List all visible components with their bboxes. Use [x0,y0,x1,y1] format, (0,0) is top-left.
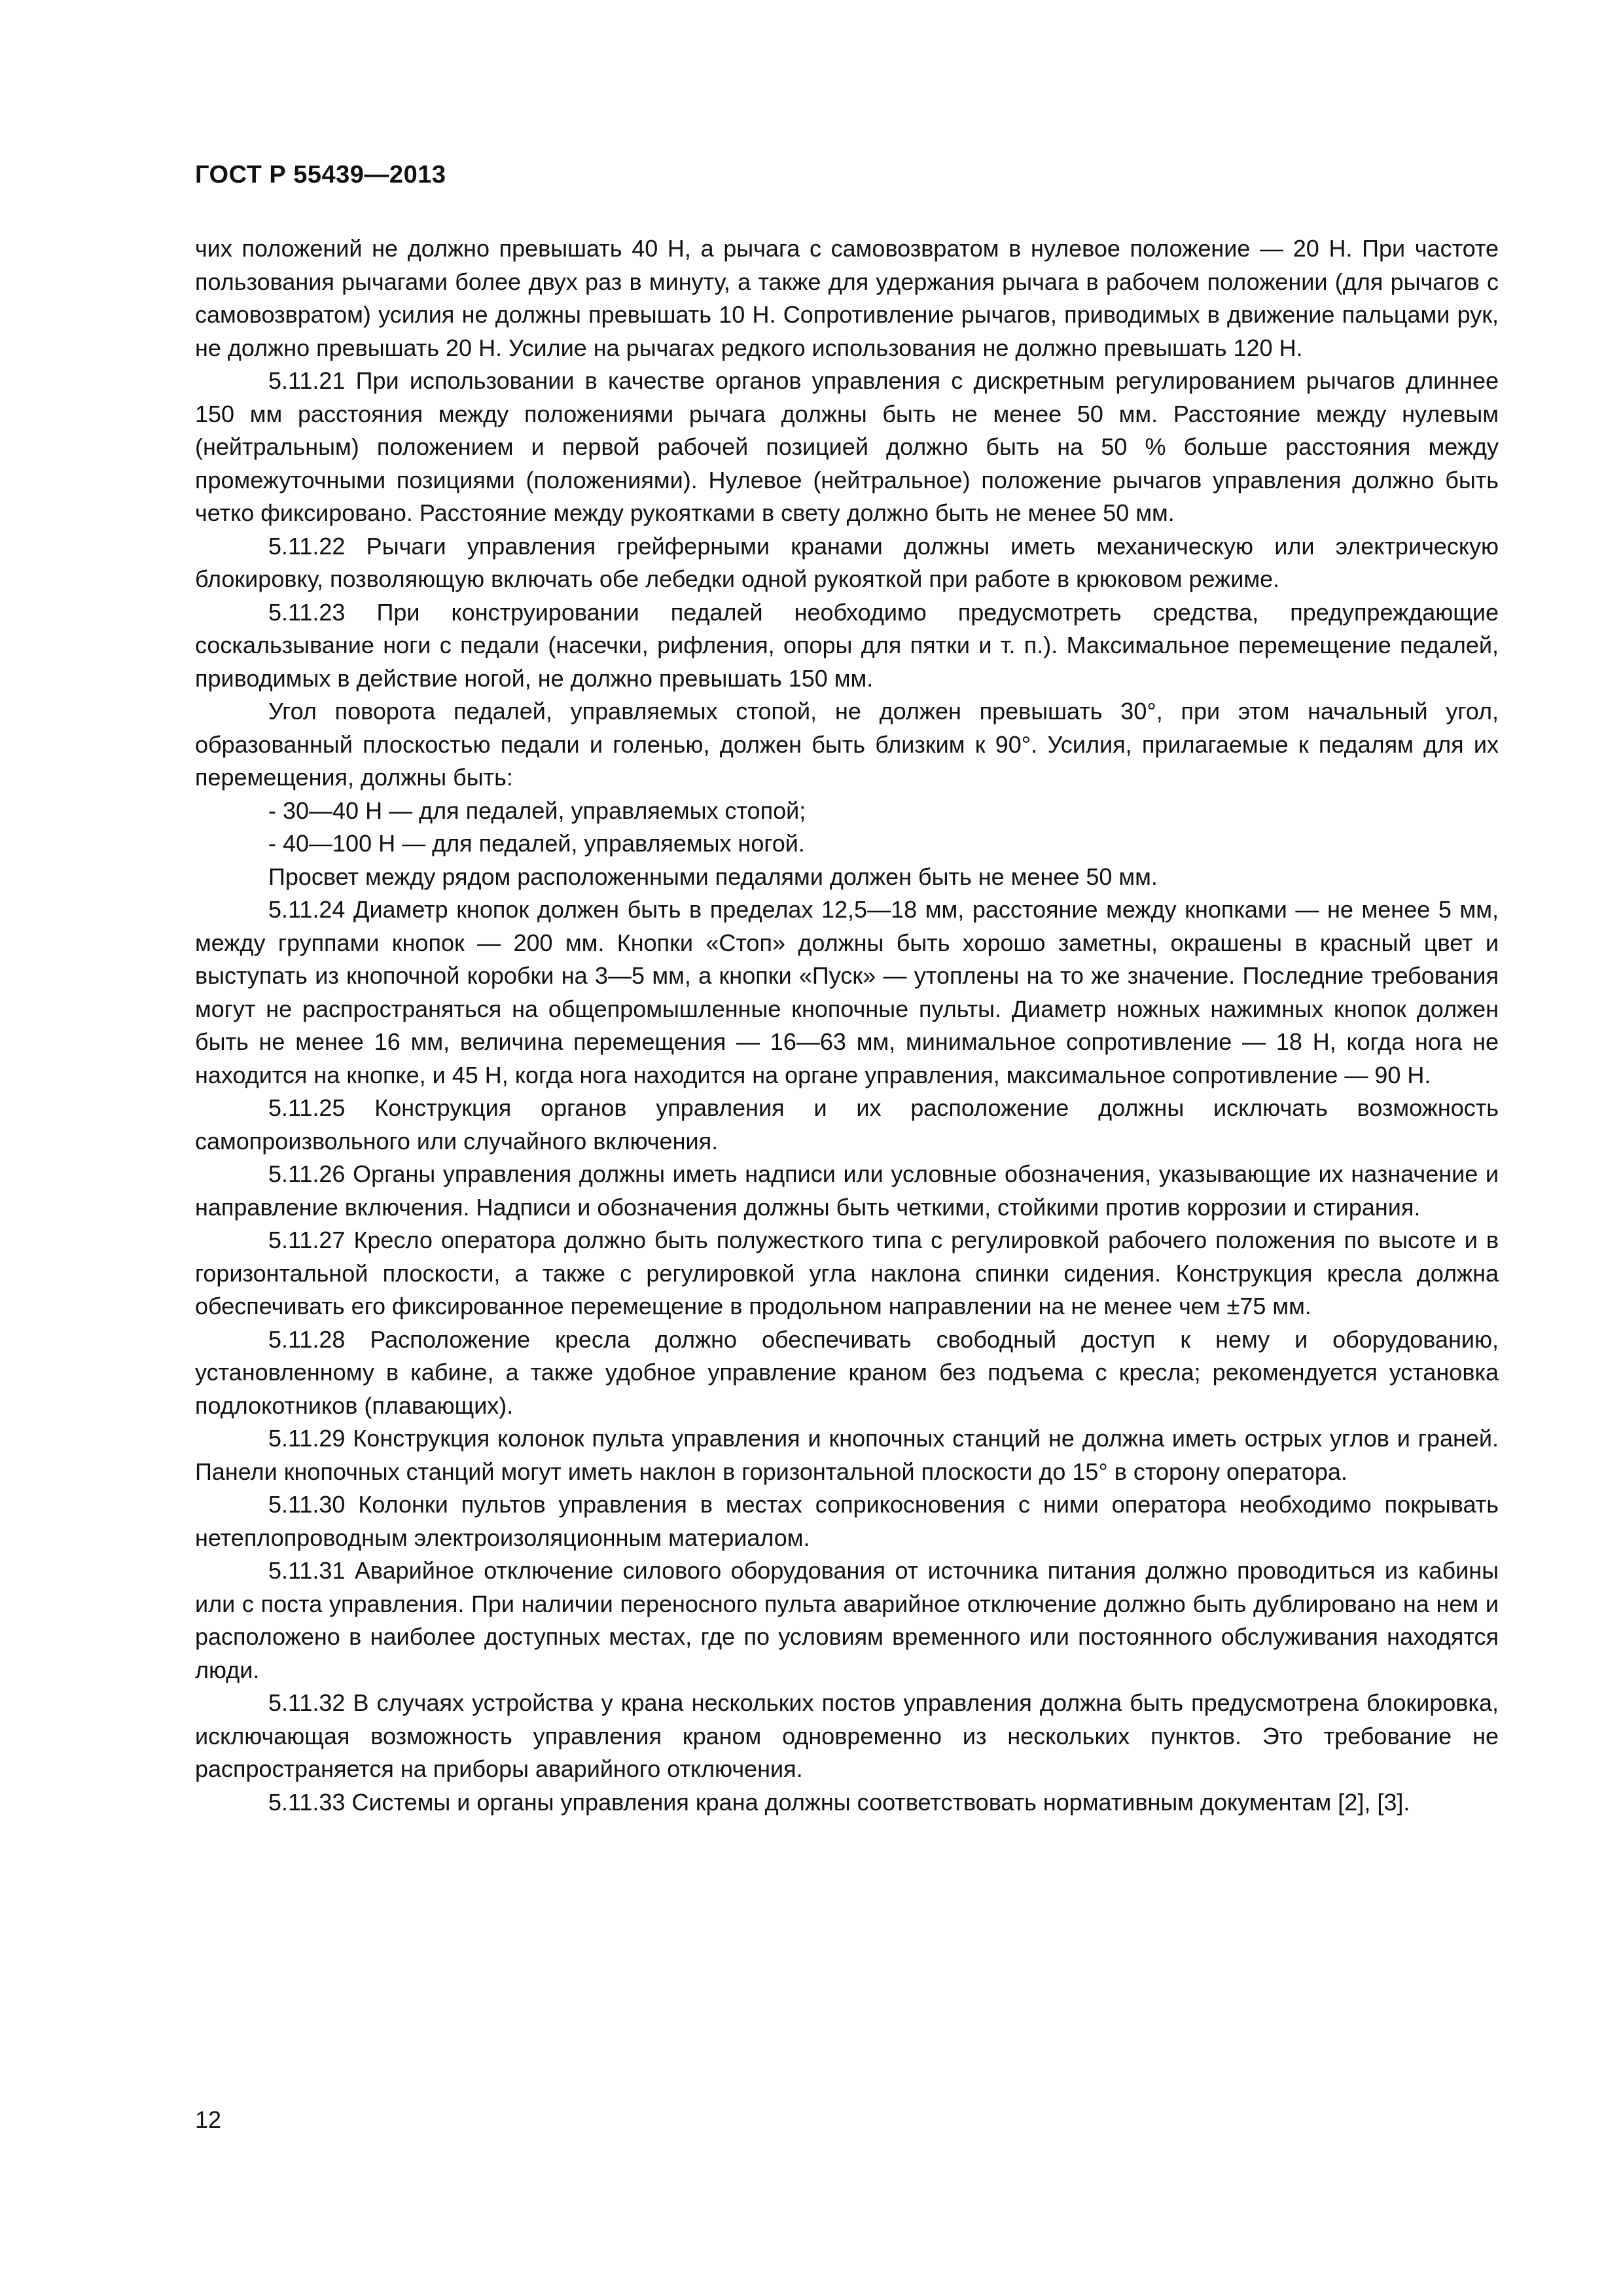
paragraph-5-11-22: 5.11.22 Рычаги управления грейферными кранами должны иметь механическую или электрическую блокировку, позволяющую включать обе лебедки одной рукояткой при работе в крюковом режиме. [195,532,1499,592]
paragraph-5-11-25: 5.11.25 Конструкция органов управления и их расположение должны исключать возможность самопроизвольного или случайного включения. [195,1094,1499,1155]
paragraph-5-11-33: 5.11.33 Системы и органы управления крана должны соответствовать нормативным документам [2], [3]. [268,1788,1410,1816]
document-header: ГОСТ Р 55439—2013 [195,161,446,188]
paragraph: чих положений не должно превышать 40 Н, а рычага с самовозвратом в нулевое положение — 20 Н. При частоте пользования рычагами более двух раз в минуту, а также для удержания рычага в рабочем положении (для рычагов с самовозвратом) усилия не должны превышать 10 Н. Сопротивление рычагов, приводимых в движение пальцами рук, не должно превышать 20 Н. Усилие на рычагах редкого использования не должно превышать 120 Н. [195,235,1499,361]
list-item: - 40—100 Н — для педалей, управляемых ногой. [268,830,805,857]
list-item: - 30—40 Н — для педалей, управляемых стопой; [268,797,806,824]
paragraph-5-11-26: 5.11.26 Органы управления должны иметь надписи или условные обозначения, указывающие их назначение и направление включения. Надписи и обозначения должны быть четкими, стойкими против коррозии и стирания. [195,1160,1499,1221]
paragraph-pedal-gap: Просвет между рядом расположенными педалями должен быть не менее 50 мм. [268,863,1158,890]
paragraph-5-11-28: 5.11.28 Расположение кресла должно обеспечивать свободный доступ к нему и оборудованию, установленному в кабине, а также удобное управление краном без подъема с кресла; рекомендуется установка подлокотников (плавающих). [195,1325,1499,1419]
paragraph-5-11-27: 5.11.27 Кресло оператора должно быть полужесткого типа с регулировкой рабочего положения по высоте и в горизонтальной плоскости, а также с регулировкой угла наклона спинки сидения. Конструкция кресла должна обеспечивать его фиксированное перемещение в продольном направлении на не менее чем ±75 мм. [195,1227,1499,1319]
page-number: 12 [195,2106,222,2133]
paragraph-pedal-angle: Угол поворота педалей, управляемых стопой, не должен превышать 30°, при этом начальный угол, образованный плоскостью педали и голенью, должен быть близким к 90°. Усилия, прилагаемые к педалям для их перемещения, должны быть: [195,698,1499,791]
paragraph-5-11-29: 5.11.29 Конструкция колонок пульта управления и кнопочных станций не должна иметь острых углов и граней. Панели кнопочных станций могут иметь наклон в горизонтальной плоскости до 15° в сторону оператора. [195,1425,1499,1485]
paragraph-5-11-31: 5.11.31 Аварийное отключение силового оборудования от источника питания должно проводиться из кабины или с поста управления. При наличии переносного пульта аварийное отключение должно быть дублировано на нем и расположено в наиболее доступных местах, где по условиям временного или постоянного обслуживания находятся люди. [195,1557,1499,1683]
paragraph-5-11-24: 5.11.24 Диаметр кнопок должен быть в пределах 12,5—18 мм, расстояние между кнопками — не менее 5 мм, между группами кнопок — 200 мм. Кнопки «Стоп» должны быть хорошо заметны, окрашены в красный цвет и выступать из кнопочной коробки на 3—5 мм, а кнопки «Пуск» — утоплены на то же значение. Последние требования могут не распространяться на общепромышленные кнопочные пульты. Диаметр ножных нажимных кнопок должен быть не менее 16 мм, величина перемещения — 16—63 мм, минимальное сопротивление — 18 Н, когда нога не находится на кнопке, и 45 Н, когда нога находится на органе управления, максимальное сопротивление — 90 Н. [195,896,1499,1088]
paragraph-5-11-23: 5.11.23 При конструировании педалей необходимо предусмотреть средства, предупреждающие соскальзывание ноги с педали (насечки, рифления, опоры для пятки и т. п.). Максимальное перемещение педалей, приводимых в действие ногой, не должно превышать 150 мм. [195,598,1499,692]
paragraph-5-11-21: 5.11.21 При использовании в качестве органов управления с дискретным регулированием рычагов длиннее 150 мм расстояния между положениями рычага должны быть не менее 50 мм. Расстояние между нулевым (нейтральным) положением и первой рабочей позицией должно быть на 50 % больше расстояния между промежуточными позициями (положениями). Нулевое (нейтральное) положение рычагов управления должно быть четко фиксировано. Расстояние между рукоятками в свету должно быть не менее 50 мм. [195,367,1499,526]
paragraph-5-11-30: 5.11.30 Колонки пультов управления в местах соприкосновения с ними оператора необходимо покрывать нетеплопроводным электроизоляционным материалом. [195,1491,1499,1551]
document-body [195,232,1499,1819]
paragraph-5-11-32: 5.11.32 В случаях устройства у крана нескольких постов управления должна быть предусмотрена блокировка, исключающая возможность управления краном одновременно из нескольких пунктов. Это требование не распространяется на приборы аварийного отключения. [195,1689,1499,1782]
